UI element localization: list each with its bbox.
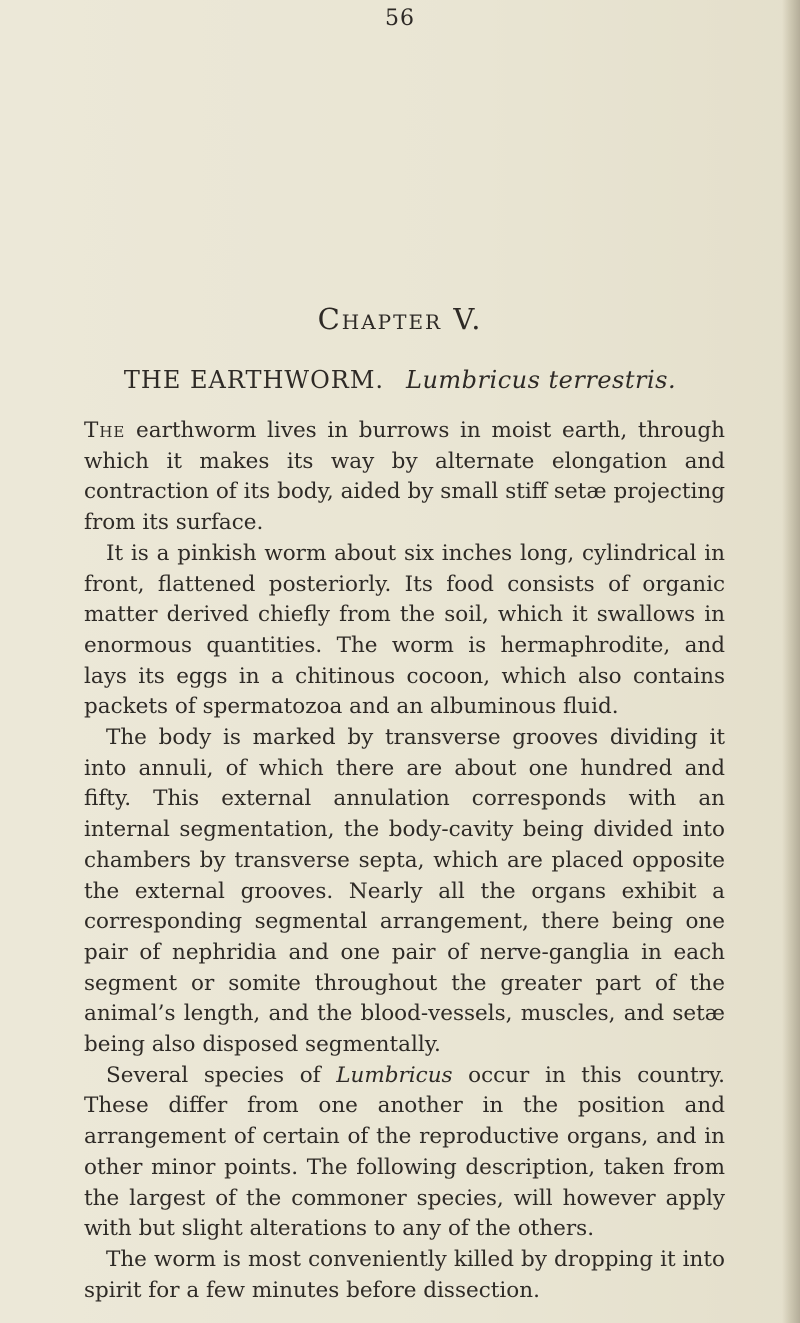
paragraph-1 xyxy=(84,416,725,539)
chapter-title xyxy=(0,366,800,394)
paragraph-4-genus: Lumbricus xyxy=(336,1062,453,1088)
page-edge-shadow xyxy=(782,0,800,1323)
paragraph-4 xyxy=(84,1061,725,1245)
paragraph-4-after: occur in this country. These differ from one another in the position and arrangement of certain of the reproductive organs, and in other minor points. The following description, taken from the largest of the commoner species, will however apply with but slight alterations to any of the others. xyxy=(84,1062,725,1242)
paragraph-1-text: earthworm lives in burrows in moist earth, through which it makes its way by alternate elongation and contraction of its body, aided by small stiff setæ projecting from its surface. xyxy=(84,418,725,536)
paragraph-4-before: Several species of xyxy=(106,1062,337,1088)
chapter-heading: Chapter V. xyxy=(317,302,483,336)
chapter-title-latin: Lumbricus terrestris. xyxy=(406,366,677,394)
paragraph-2: It is a pinkish worm about six inches long, cylindrical in front, flattened posteriorly. Its food consists of organic matter derived chiefly from the soil, which it swallows in enormous quantities. The worm is hermaphrodite, and lays its eggs in a chitinous cocoon, which also contains packets of spermatozoa and an albuminous fluid. xyxy=(84,540,725,720)
paragraph-lead-word: The xyxy=(84,418,126,443)
page-number: 56 xyxy=(385,6,415,31)
body-text xyxy=(84,416,725,1306)
chapter-title-main: THE EARTHWORM. xyxy=(123,366,385,394)
paragraph-5: The worm is most conveniently killed by dropping it into spirit for a few minutes before dissection. xyxy=(84,1246,725,1303)
paragraph-3: The body is marked by transverse grooves dividing it into annuli, of which there are about one hundred and fifty. This external annulation corresponds with an internal segmentation, the body-cavity being divided into chambers by transverse septa, which are placed opposite the external grooves. Nearly all the organs exhibit a corresponding segmental arrangement, there being one pair of nephridia and one pair of nerve-ganglia in each segment or somite throughout the greater part of the animal’s length, and the blood-vessels, muscles, and setæ being also disposed segmentally. xyxy=(84,725,725,1058)
